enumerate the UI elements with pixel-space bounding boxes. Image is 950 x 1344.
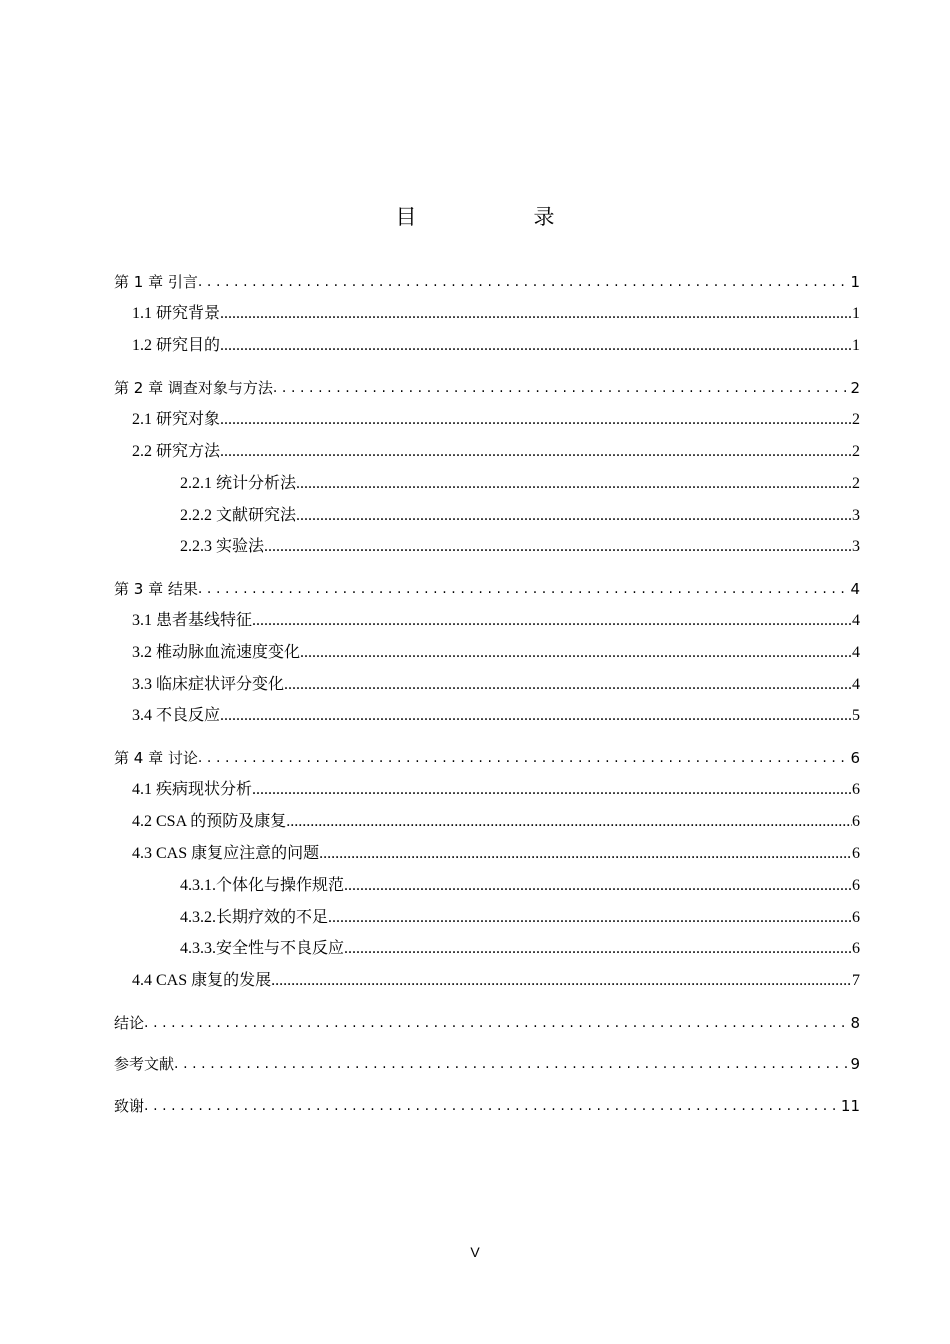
toc-page-number: 4 [850,580,860,598]
toc-page-number: 1 [850,273,860,291]
toc-leader [220,705,852,727]
toc-entry-label: 第 3 章 结果 [114,580,198,598]
toc-entry-label: 4.1 疾病现状分析 [132,781,253,798]
toc-entry-chapter-4[interactable] [114,747,860,769]
toc-entry-label: 2.2.1 统计分析法 [180,475,297,492]
toc-entry-chapter-2[interactable] [114,377,860,399]
toc-leader [144,1012,850,1034]
toc-page-number: 1 [852,305,860,322]
toc-entry-label: 3.2 椎动脉血流速度变化 [132,644,301,661]
toc-entry-label: 第 1 章 引言 [114,273,198,291]
toc-leader [220,409,852,431]
toc-leader [284,674,852,696]
toc-page-number: 11 [840,1097,860,1115]
toc-page-number: 3 [852,538,860,555]
toc-entry-label: 4.3 CAS 康复应注意的问题 [132,845,320,862]
toc-leader [296,473,852,495]
toc-entry-label: 结论 [114,1014,145,1032]
toc-entry-acknowledgements[interactable] [114,1095,860,1117]
toc-entry-subsection-4-3-1[interactable] [180,875,860,897]
toc-leader [296,505,852,527]
toc-entry-section-3-1[interactable] [132,610,860,632]
toc-entry-section-4-3[interactable] [132,843,860,865]
toc-page-number: 6 [852,845,860,862]
toc-entry-label: 2.2.2 文献研究法 [180,507,297,524]
toc-leader [252,779,852,801]
toc-page-number: 9 [850,1055,860,1073]
toc-page-number: 6 [852,940,860,957]
toc-leader [328,907,852,929]
toc-entry-section-2-2[interactable] [132,441,860,463]
toc-page-number: 6 [850,749,860,767]
toc-entry-label: 致谢 [114,1097,145,1115]
toc-entry-label: 4.3.3.安全性与不良反应 [180,940,345,957]
toc-page-number: 3 [852,507,860,524]
toc-leader [198,747,851,769]
toc-page-number: 6 [852,781,860,798]
toc-leader [144,1095,841,1117]
toc-entry-label: 第 2 章 调查对象与方法 [114,379,273,397]
toc-entry-subsection-4-3-3[interactable] [180,938,860,960]
toc-leader [198,271,851,293]
toc-page-number: 2 [850,379,860,397]
toc-entry-subsection-2-2-1[interactable] [180,473,860,495]
toc-entry-conclusion[interactable] [114,1012,860,1034]
toc-leader [300,642,852,664]
toc-entry-label: 2.2 研究方法 [132,443,221,460]
toc-entry-label: 2.1 研究对象 [132,411,221,428]
toc-page-number: 2 [852,475,860,492]
toc-entry-section-1-2[interactable] [132,335,860,357]
toc-entry-label: 4.2 CSA 的预防及康复 [132,813,287,830]
toc-entry-section-2-1[interactable] [132,409,860,431]
toc-leader [174,1053,850,1075]
toc-entry-subsection-2-2-2[interactable] [180,505,860,527]
toc-entry-label: 4.4 CAS 康复的发展 [132,972,272,989]
toc-entry-label: 参考文献 [114,1055,175,1073]
toc-leader [344,875,852,897]
toc-entry-label: 4.3.1.个体化与操作规范 [180,877,345,894]
toc-entry-chapter-1[interactable] [114,271,860,293]
toc-entry-label: 3.3 临床症状评分变化 [132,676,285,693]
toc-entry-section-3-3[interactable] [132,674,860,696]
toc-page-number: 5 [852,707,860,724]
toc-entry-section-4-1[interactable] [132,779,860,801]
toc-page-number: 6 [852,877,860,894]
toc-leader [198,578,851,600]
toc-page-number: 1 [852,337,860,354]
toc-page-number: 4 [852,612,860,629]
toc-entry-subsection-2-2-3[interactable] [180,536,860,558]
toc-entry-section-4-2[interactable] [132,811,860,833]
toc-leader [220,303,852,325]
toc-leader [319,843,852,865]
toc-entry-label: 3.4 不良反应 [132,707,221,724]
toc-entry-label: 4.3.2.长期疗效的不足 [180,909,329,926]
toc-entry-label: 1.1 研究背景 [132,305,221,322]
toc-entry-references[interactable] [114,1053,860,1075]
toc-leader [286,811,852,833]
toc-title: 目 录 [395,205,603,229]
toc-leader [264,536,852,558]
toc-entry-section-1-1[interactable] [132,303,860,325]
toc-entry-label: 第 4 章 讨论 [114,749,198,767]
footer-page-number: V [470,1244,480,1260]
toc-entry-label: 3.1 患者基线特征 [132,612,253,629]
toc-page-number: 6 [852,813,860,830]
toc-entry-subsection-4-3-2[interactable] [180,907,860,929]
toc-page-number: 4 [852,644,860,661]
toc-entry-chapter-3[interactable] [114,578,860,600]
toc-entry-section-4-4[interactable] [132,970,860,992]
toc-entry-section-3-4[interactable] [132,705,860,727]
toc-leader [220,335,852,357]
toc-page-number: 8 [850,1014,860,1032]
toc-leader [344,938,852,960]
toc-leader [252,610,852,632]
toc-entry-label: 2.2.3 实验法 [180,538,265,555]
toc-page-number: 4 [852,676,860,693]
toc-page-number: 2 [852,443,860,460]
toc-entry-section-3-2[interactable] [132,642,860,664]
toc-leader [271,970,852,992]
toc-leader [273,377,851,399]
toc-leader [220,441,852,463]
toc-entry-label: 1.2 研究目的 [132,337,221,354]
toc-page-number: 2 [852,411,860,428]
toc-page-number: 6 [852,909,860,926]
toc-page-number: 7 [852,972,860,989]
